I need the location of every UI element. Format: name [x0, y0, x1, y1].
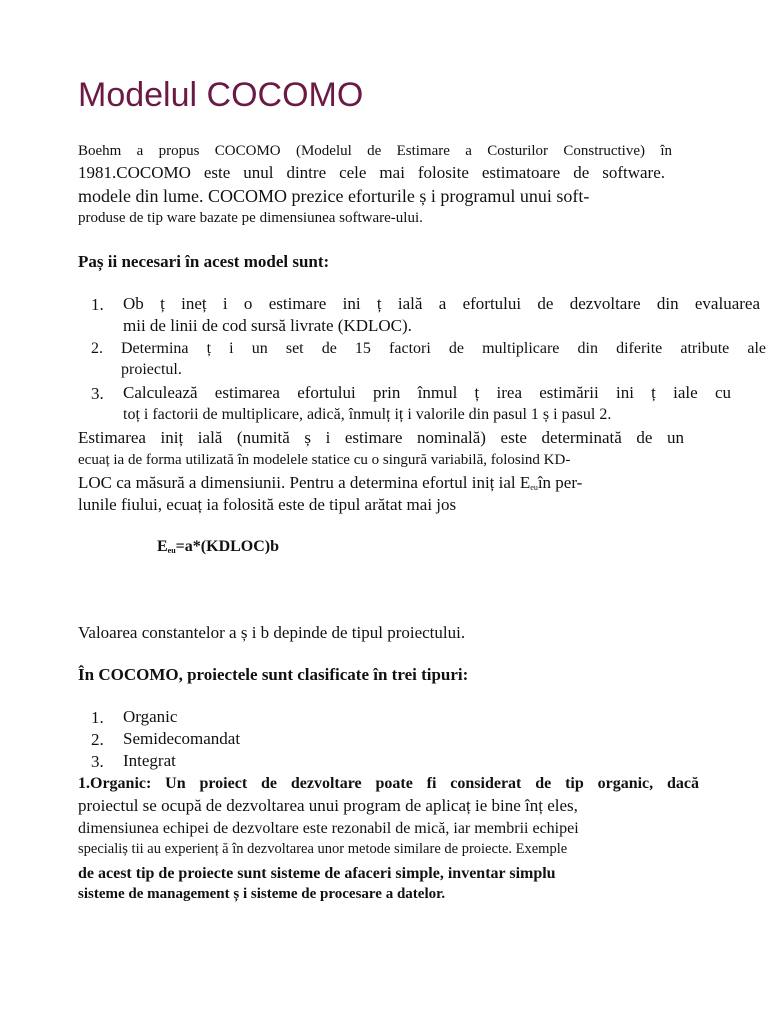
step-number: 2.	[91, 340, 103, 357]
organic-line-4: specialiș tii au experienț ă în dezvoltarea unor metode similare de proiecte. Exemple	[78, 841, 568, 857]
effort-formula: $E_{eu}=a*(KDLOC)b$	[157, 538, 280, 555]
intro-line-2: 1981.COCOMO este unul dintre cele mai folosite estimatoare de software.	[78, 163, 665, 182]
organic-line-6: sisteme de management ș i sisteme de procesare a datelor.	[78, 886, 446, 902]
types-heading: În COCOMO, proiectele sunt clasificate în trei tipuri:	[78, 665, 469, 684]
page-title: Modelul COCOMO	[78, 76, 364, 114]
estimation-line-2: ecuaț ia de forma utilizată în modelele statice cu o singură variabilă, folosind KD-	[78, 452, 571, 468]
estimation-line-1: Estimarea iniț ială (numită ș i estimare nominală) este determinată de un	[78, 428, 684, 447]
type-number: 1.	[91, 708, 104, 727]
type-integrat: Integrat	[123, 751, 176, 770]
constants-text: Valoarea constantelor a ș i b depinde de tipul proiectului.	[78, 623, 466, 642]
step-3-line-2: toț i factorii de multiplicare, adică, înmulț iț i valorile din pasul 1 ș i pasul 2.	[123, 406, 612, 423]
steps-heading: Paș ii necesari în acest model sunt:	[78, 252, 330, 271]
intro-line-3: modele din lume. COCOMO prezice eforturile ș i programul unui soft-	[78, 186, 590, 206]
step-1-line-1: Ob ț ineț i o estimare ini ț ială a efortului de dezvoltare din evaluarea	[123, 294, 760, 313]
organic-line-2: proiectul se ocupă de dezvoltarea unui program de aplicaț ie bine înț eles,	[78, 796, 578, 815]
estimation-line-4: lunile fiului, ecuaț ia folosită este de tipul arătat mai jos	[78, 495, 457, 514]
organic-line-3: dimensiunea echipei de dezvoltare este rezonabil de mică, iar membrii echipei	[78, 820, 579, 837]
step-1-line-2: mii de linii de cod sursă livrate (KDLOC).	[123, 316, 412, 335]
step-3-line-1: Calculează estimarea efortului prin înmul ț irea estimării ini ț iale cu	[123, 383, 731, 402]
type-number: 2.	[91, 730, 104, 749]
organic-line-1: 1.Organic: Un proiect de dezvoltare poate fi considerat de tip organic, dacă	[78, 775, 699, 792]
step-2-line-2: proiectul.	[121, 361, 182, 378]
intro-line-4: produse de tip ware bazate pe dimensiunea software-ului.	[78, 210, 423, 226]
type-semidecomandat: Semidecomandat	[123, 729, 241, 748]
intro-line-1: Boehm a propus COCOMO (Modelul de Estimare a Costurilor Constructive) în	[78, 143, 672, 159]
step-number: 1.	[91, 295, 104, 314]
step-2-line-1: Determina ț i un set de 15 factori de multiplicare din diferite atribute ale	[121, 340, 766, 357]
type-number: 3.	[91, 752, 104, 771]
type-organic: Organic	[123, 707, 178, 726]
estimation-line-3: LOC ca măsură a dimensiunii. Pentru a determina efortul iniț ial $E_{eu}în$ per-	[78, 473, 583, 492]
step-number: 3.	[91, 384, 104, 403]
organic-line-5: de acest tip de proiecte sunt sisteme de afaceri simple, inventar simplu	[78, 865, 556, 882]
